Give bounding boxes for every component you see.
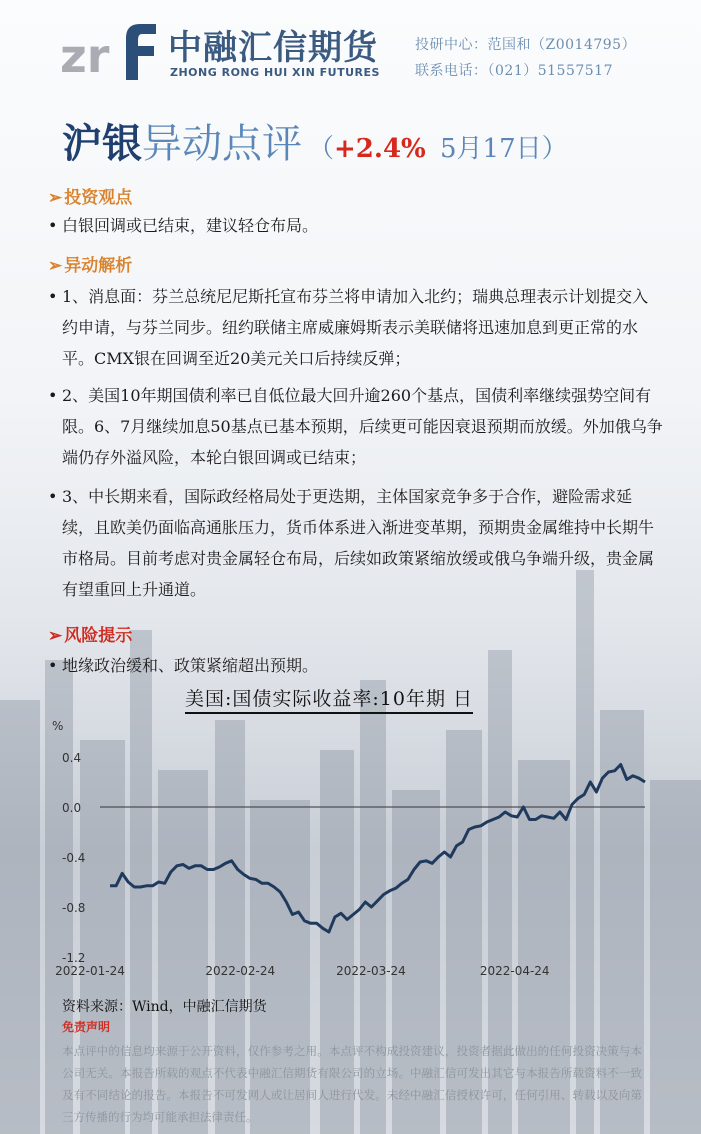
section-heading-risk-label: 风险提示 <box>64 626 133 646</box>
list-item <box>48 380 663 473</box>
list-item <box>48 281 663 374</box>
company-name-cn: 中融汇信期货 <box>168 28 378 68</box>
bullet-icon: • <box>48 386 58 405</box>
y-tick-label: -0.8 <box>62 901 86 915</box>
list-item <box>48 210 663 241</box>
title-type: 异动点评 <box>142 121 302 167</box>
list-item-text: 1、消息面：芬兰总统尼尼斯托宣布芬兰将申请加入北约；瑞典总理表示计划提交入约申请，与芬兰同步。纽约联储主席威廉姆斯表示美联储将迅速加息到更正常的水平。CMX银在回调至近20美元关口后持续反弹； <box>62 287 649 368</box>
svg-text:zr: zr <box>60 29 110 82</box>
arrow-icon: ➢ <box>48 256 63 276</box>
yield-line-chart <box>40 712 660 987</box>
section-heading-view-label: 投资观点 <box>64 188 133 208</box>
x-tick-label: 2022-04-24 <box>479 964 550 978</box>
section-heading-view <box>48 183 132 208</box>
company-logo-mark <box>60 20 160 82</box>
section-heading-analysis-label: 异动解析 <box>64 256 133 276</box>
bullet-icon: • <box>48 287 58 306</box>
list-item-text: 2、美国10年期国债利率已自低位最大回升逾260个基点，国债利率继续强势空间有限。6、7月继续加息50基点已基本预期，后续更可能因衰退预期而放缓。外加俄乌争端仍存外溢风险，本轮白银回调或已结束； <box>62 386 663 467</box>
series-line <box>110 765 645 933</box>
title-commodity: 沪银 <box>62 120 142 167</box>
data-source: 资料来源：Wind，中融汇信期货 <box>62 999 267 1015</box>
list-item <box>48 650 663 681</box>
y-tick-label: -0.4 <box>62 851 86 865</box>
title-open-paren: （ <box>308 134 335 164</box>
y-tick-label: -1.2 <box>62 951 86 965</box>
bullet-icon: • <box>48 487 58 506</box>
bullet-icon: • <box>48 656 58 675</box>
title-date: 5月17日） <box>431 134 568 164</box>
y-axis-unit: % <box>52 719 64 733</box>
analyst-info: 投研中心：范国和（Z0014795） <box>415 37 637 53</box>
chart-title: 美国:国债实际收益率:10年期 日 <box>185 684 473 714</box>
disclaimer-title: 免责声明 <box>62 1020 111 1034</box>
list-item-text: 地缘政治缓和、政策紧缩超出预期。 <box>62 656 319 675</box>
section-heading-risk <box>48 621 132 646</box>
contact-phone: 联系电话：（021）51557517 <box>415 63 613 79</box>
title-change: +2.4% <box>334 134 426 164</box>
list-item-text: 3、中长期来看，国际政经格局处于更迭期，主体国家竞争多于合作，避险需求延续，且欧美仍面临高通胀压力，货币体系进入渐进变革期，预期贵金属维持中长期牛市格局。目前考虑对贵金属轻仓布局，后续如政策紧缩放缓或俄乌争端升级，贵金属有望重回上升通道。 <box>62 487 655 599</box>
y-tick-label: 0.4 <box>62 751 82 765</box>
disclaimer-body: 本点评中的信息均来源于公开资料，仅作参考之用。本点评不构成投资建议，投资者据此做出的任何投资决策与本公司无关。本报告所载的观点不代表中融汇信期货有限公司的立场。中融汇信可发出其它与本报告所载资料不一致及有不同结论的报告。本报告不可发网人或让居间人进行代发。未经中融汇信授权许可，任何引用、转载以及向第三方传播的行为均可能承担法律责任。 <box>62 1044 642 1124</box>
x-tick-label: 2022-01-24 <box>55 964 125 978</box>
list-item-text: 白银回调或已结束，建议轻仓布局。 <box>62 216 319 235</box>
list-item <box>48 481 663 605</box>
section-heading-analysis <box>48 251 132 276</box>
y-tick-label: 0.0 <box>62 801 82 815</box>
page-title <box>62 112 568 169</box>
x-tick-label: 2022-03-24 <box>336 964 406 978</box>
bullet-icon: • <box>48 216 58 235</box>
arrow-icon: ➢ <box>48 626 63 646</box>
arrow-icon: ➢ <box>48 188 63 208</box>
company-name-en: ZHONG RONG HUI XIN FUTURES <box>170 66 380 79</box>
x-tick-label: 2022-02-24 <box>205 964 276 978</box>
